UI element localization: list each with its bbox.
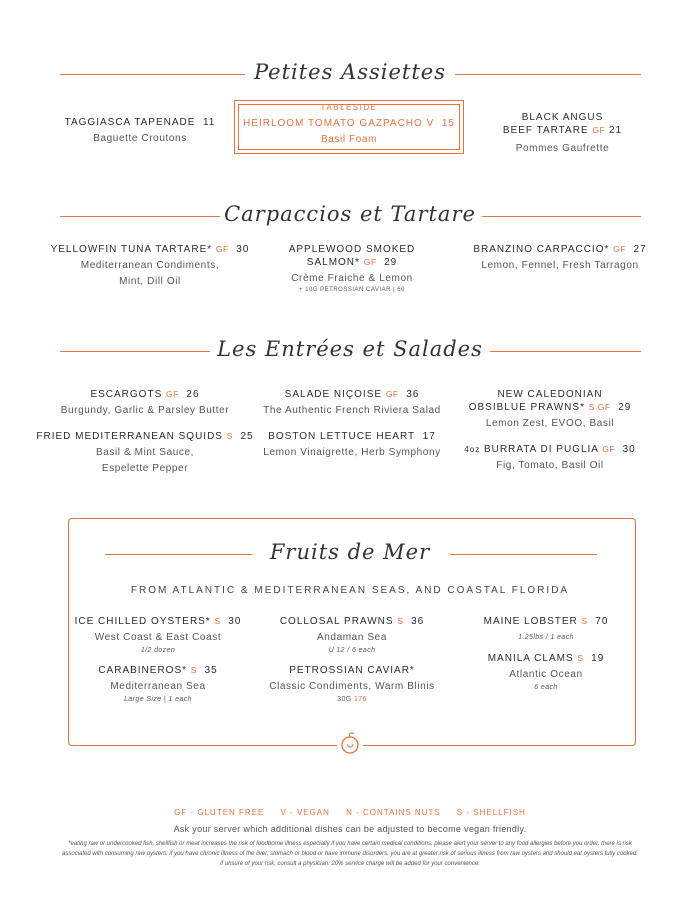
menu-item: 4oz BURRATA DI PUGLIA GF 30 Fig, Tomato, Basil Oil bbox=[464, 444, 636, 471]
section-header-entrees bbox=[0, 335, 700, 375]
section-title: Petites Assiettes bbox=[253, 60, 447, 84]
menu-item: ESCARGOTS GF 26 Burgundy, Garlic & Parsley Butter bbox=[60, 389, 230, 416]
section-subtitle: FROM ATLANTIC & MEDITERRANEAN SEAS, AND COASTAL FLORIDA bbox=[130, 585, 570, 596]
menu-item: CARABINEROS* S 35 Mediterranean Sea Large Size | 1 each bbox=[98, 665, 218, 703]
menu-item: BRANZINO CARPACCIO* GF 27 Lemon, Fennel, Fresh Tarragon bbox=[473, 244, 647, 271]
section-header-fruits bbox=[0, 538, 700, 578]
menu-item: MAINE LOBSTER S 70 1.25lbs / 1 each bbox=[483, 616, 609, 641]
peach-logo-icon bbox=[337, 730, 363, 756]
section-title: Les Entrées et Salades bbox=[217, 337, 483, 361]
menu-item: BLACK ANGUS BEEF TARTARE GF 21 Pommes Gaufrette bbox=[502, 112, 623, 154]
menu-item: NEW CALEDONIAN OBSIBLUE PRAWNS* S GF 29 Lemon Zest, EVOO, Basil bbox=[468, 389, 632, 429]
section-header-petites bbox=[0, 58, 700, 98]
menu-item: YELLOWFIN TUNA TARTARE* GF 30 Mediterranean Condiments, Mint, Dill Oil bbox=[50, 244, 250, 287]
menu-item-featured: TABLESIDE HEIRLOOM TOMATO GAZPACHO V 15 Basil Foam bbox=[243, 103, 455, 145]
menu-item: MANILA CLAMS S 19 Atlantic Ocean 6 each bbox=[487, 653, 605, 691]
section-title: Fruits de Mer bbox=[269, 540, 431, 564]
menu-item: FRIED MEDITERRANEAN SQUIDS S 25 Basil & Mint Sauce, Espelette Pepper bbox=[36, 431, 254, 474]
menu-item: SALADE NIÇOISE GF 36 The Authentic French Riviera Salad bbox=[263, 389, 441, 416]
menu-item: ICE CHILLED OYSTERS* S 30 West Coast & East Coast 1/2 dozen bbox=[74, 616, 242, 654]
menu-item: BOSTON LETTUCE HEART 17 Lemon Vinaigrette, Herb Symphony bbox=[263, 431, 441, 458]
menu-item: TAGGIASCA TAPENADE 11 Baguette Croutons bbox=[64, 117, 216, 144]
vegan-note: Ask your server which additional dishes can be adjusted to become vegan friendly. bbox=[173, 824, 527, 834]
menu-item: COLLOSAL PRAWNS S 36 Andaman Sea U 12 / 6 each bbox=[279, 616, 425, 654]
menu-item: PETROSSIAN CAVIAR* Classic Condiments, Warm Blinis 30G 176 bbox=[269, 665, 435, 703]
menu-item: APPLEWOOD SMOKED SALMON* GF 29 Crème Fraiche & Lemon + 10G PETROSSIAN CAVIAR | 60 bbox=[288, 244, 416, 293]
section-title: Carpaccios et Tartare bbox=[224, 202, 476, 226]
section-header-carpaccios bbox=[0, 200, 700, 240]
dietary-legend: GF - GLUTEN FREE V - VEGAN N - CONTAINS NUTS S - SHELLFISH bbox=[174, 808, 526, 817]
health-disclaimer: *eating raw or undercooked fish, shellfish or meat increases the risk of foodborne illness especially if you have certain medical conditions, please alert your server to any food allergies before you order. there is risk associated with consuming raw oysters. if you have chronic illness of the liver, stomach or blood or have immune disorders, you are at greater risk of serious illness from raw oysters and should eat oysters fully cooked. if unsure of your risk, consult a physician. 20% service charge will be added for your convenience. bbox=[62, 841, 638, 867]
